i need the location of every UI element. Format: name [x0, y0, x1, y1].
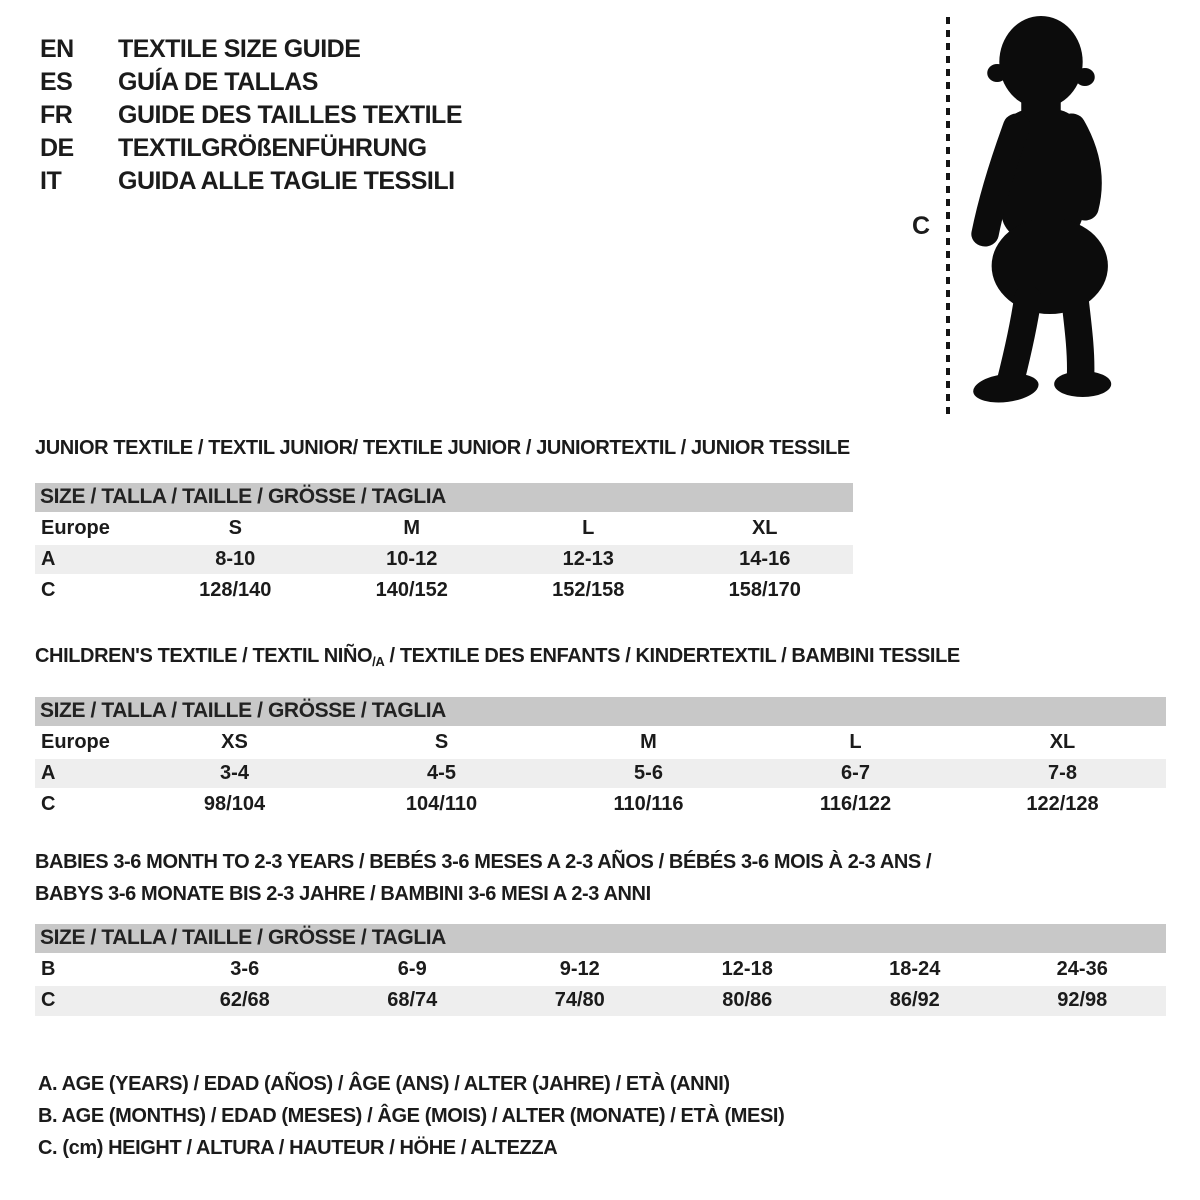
- babies-section: [35, 846, 1166, 1017]
- lang-title: TEXTILGRÖßENFÜHRUNG: [118, 134, 427, 162]
- table-cell: 10-12: [324, 544, 501, 575]
- table-cell: 9-12: [496, 954, 664, 985]
- table-cell: XS: [131, 727, 338, 758]
- table-cell: 12-18: [664, 954, 832, 985]
- row-label: A: [35, 758, 131, 789]
- table-cell: 110/116: [545, 789, 752, 820]
- table-cell: XL: [959, 727, 1166, 758]
- row-label: C: [35, 575, 147, 606]
- table-cell: 3-4: [131, 758, 338, 789]
- table-cell: S: [338, 727, 545, 758]
- table-header-bar: SIZE / TALLA / TAILLE / GRÖSSE / TAGLIA: [35, 924, 1166, 954]
- title-text: BABIES 3-6 MONTH TO 2-3 YEARS / BEBÉS 3-6 MESES A 2-3 AÑOS / BÉBÉS 3-6 MOIS À 2-3 ANS /: [35, 851, 932, 873]
- table-cell: 14-16: [677, 544, 854, 575]
- note-age-years: A. AGE (YEARS) / EDAD (AÑOS) / ÂGE (ANS) / ALTER (JAHRE) / ETÀ (ANNI): [38, 1073, 730, 1095]
- table-cell: 128/140: [147, 575, 324, 606]
- toddler-silhouette-icon: [962, 16, 1154, 416]
- table-cell: 7-8: [959, 758, 1166, 789]
- table-cell: 122/128: [959, 789, 1166, 820]
- children-section-title: [35, 645, 1166, 673]
- row-label: B: [35, 954, 161, 985]
- lang-title: TEXTILE SIZE GUIDE: [118, 35, 361, 63]
- height-measure-label: C: [912, 212, 931, 240]
- children-size-table: [35, 697, 1166, 821]
- junior-size-table: [35, 483, 853, 607]
- title-line: [35, 846, 1166, 878]
- note-height-cm: C. (cm) HEIGHT / ALTURA / HAUTEUR / HÖHE / ALTEZZA: [38, 1137, 558, 1159]
- table-cell: 86/92: [831, 985, 999, 1016]
- table-cell: M: [545, 727, 752, 758]
- row-label: Europe: [35, 727, 131, 758]
- title-subscript: /A: [372, 654, 385, 669]
- table-cell: 92/98: [999, 985, 1167, 1016]
- table-cell: 140/152: [324, 575, 501, 606]
- note-age-months: B. AGE (MONTHS) / EDAD (MESES) / ÂGE (MOIS) / ALTER (MONATE) / ETÀ (MESI): [38, 1105, 785, 1127]
- table-row-c: [35, 985, 1166, 1016]
- language-header: [40, 33, 462, 198]
- lang-code: EN: [40, 35, 74, 63]
- lang-line-en: [40, 33, 462, 66]
- title-text: / TEXTILE DES ENFANTS / KINDERTEXTIL / BAMBINI TESSILE: [384, 645, 960, 667]
- table-cell: 158/170: [677, 575, 854, 606]
- lang-code: IT: [40, 167, 62, 195]
- table-cell: 80/86: [664, 985, 832, 1016]
- table-row-a: [35, 544, 853, 575]
- table-row-c: [35, 789, 1166, 820]
- lang-title: GUIDE DES TAILLES TEXTILE: [118, 101, 463, 129]
- lang-title: GUÍA DE TALLAS: [118, 68, 318, 96]
- babies-size-table: [35, 924, 1166, 1017]
- title-text: JUNIOR TEXTILE / TEXTIL JUNIOR/ TEXTILE JUNIOR / JUNIORTEXTIL / JUNIOR TESSILE: [35, 437, 850, 459]
- table-cell: S: [147, 513, 324, 544]
- table-cell: 18-24: [831, 954, 999, 985]
- lang-code: DE: [40, 134, 74, 162]
- title-text: BABYS 3-6 MONATE BIS 2-3 JAHRE / BAMBINI 3-6 MESI A 2-3 ANNI: [35, 883, 651, 905]
- table-cell: M: [324, 513, 501, 544]
- table-cell: 3-6: [161, 954, 329, 985]
- lang-code: ES: [40, 68, 73, 96]
- junior-section-title: [35, 437, 853, 459]
- table-cell: 74/80: [496, 985, 664, 1016]
- table-header-bar: SIZE / TALLA / TAILLE / GRÖSSE / TAGLIA: [35, 483, 853, 513]
- table-cell: 68/74: [329, 985, 497, 1016]
- table-header-bar: SIZE / TALLA / TAILLE / GRÖSSE / TAGLIA: [35, 697, 1166, 727]
- lang-line-es: [40, 66, 462, 99]
- title-line: [35, 878, 1166, 910]
- table-cell: XL: [677, 513, 854, 544]
- table-cell: 6-9: [329, 954, 497, 985]
- table-cell: 4-5: [338, 758, 545, 789]
- row-label: C: [35, 789, 131, 820]
- table-cell: L: [500, 513, 677, 544]
- lang-title: GUIDA ALLE TAGLIE TESSILI: [118, 167, 455, 195]
- table-row-c: [35, 575, 853, 606]
- table-cell: 152/158: [500, 575, 677, 606]
- table-cell: 104/110: [338, 789, 545, 820]
- table-cell: 24-36: [999, 954, 1167, 985]
- title-line: [35, 437, 853, 459]
- table-row-europe: [35, 727, 1166, 758]
- lang-line-fr: [40, 99, 462, 132]
- row-label: A: [35, 544, 147, 575]
- table-cell: 116/122: [752, 789, 959, 820]
- row-label: C: [35, 985, 161, 1016]
- lang-line-de: [40, 132, 462, 165]
- table-cell: 5-6: [545, 758, 752, 789]
- table-cell: 8-10: [147, 544, 324, 575]
- babies-section-title: [35, 846, 1166, 910]
- footnotes: [38, 1068, 784, 1164]
- table-row-a: [35, 758, 1166, 789]
- height-measure-dashed-line: [946, 17, 950, 415]
- lang-code: FR: [40, 101, 73, 129]
- table-row-b: [35, 954, 1166, 985]
- lang-line-it: [40, 165, 462, 198]
- row-label: Europe: [35, 513, 147, 544]
- title-line: [35, 645, 1166, 673]
- table-cell: 6-7: [752, 758, 959, 789]
- table-cell: L: [752, 727, 959, 758]
- junior-section: [35, 437, 853, 607]
- title-text: CHILDREN'S TEXTILE / TEXTIL NIÑO: [35, 645, 373, 667]
- table-row-europe: [35, 513, 853, 544]
- table-cell: 12-13: [500, 544, 677, 575]
- children-section: [35, 645, 1166, 821]
- table-cell: 98/104: [131, 789, 338, 820]
- table-cell: 62/68: [161, 985, 329, 1016]
